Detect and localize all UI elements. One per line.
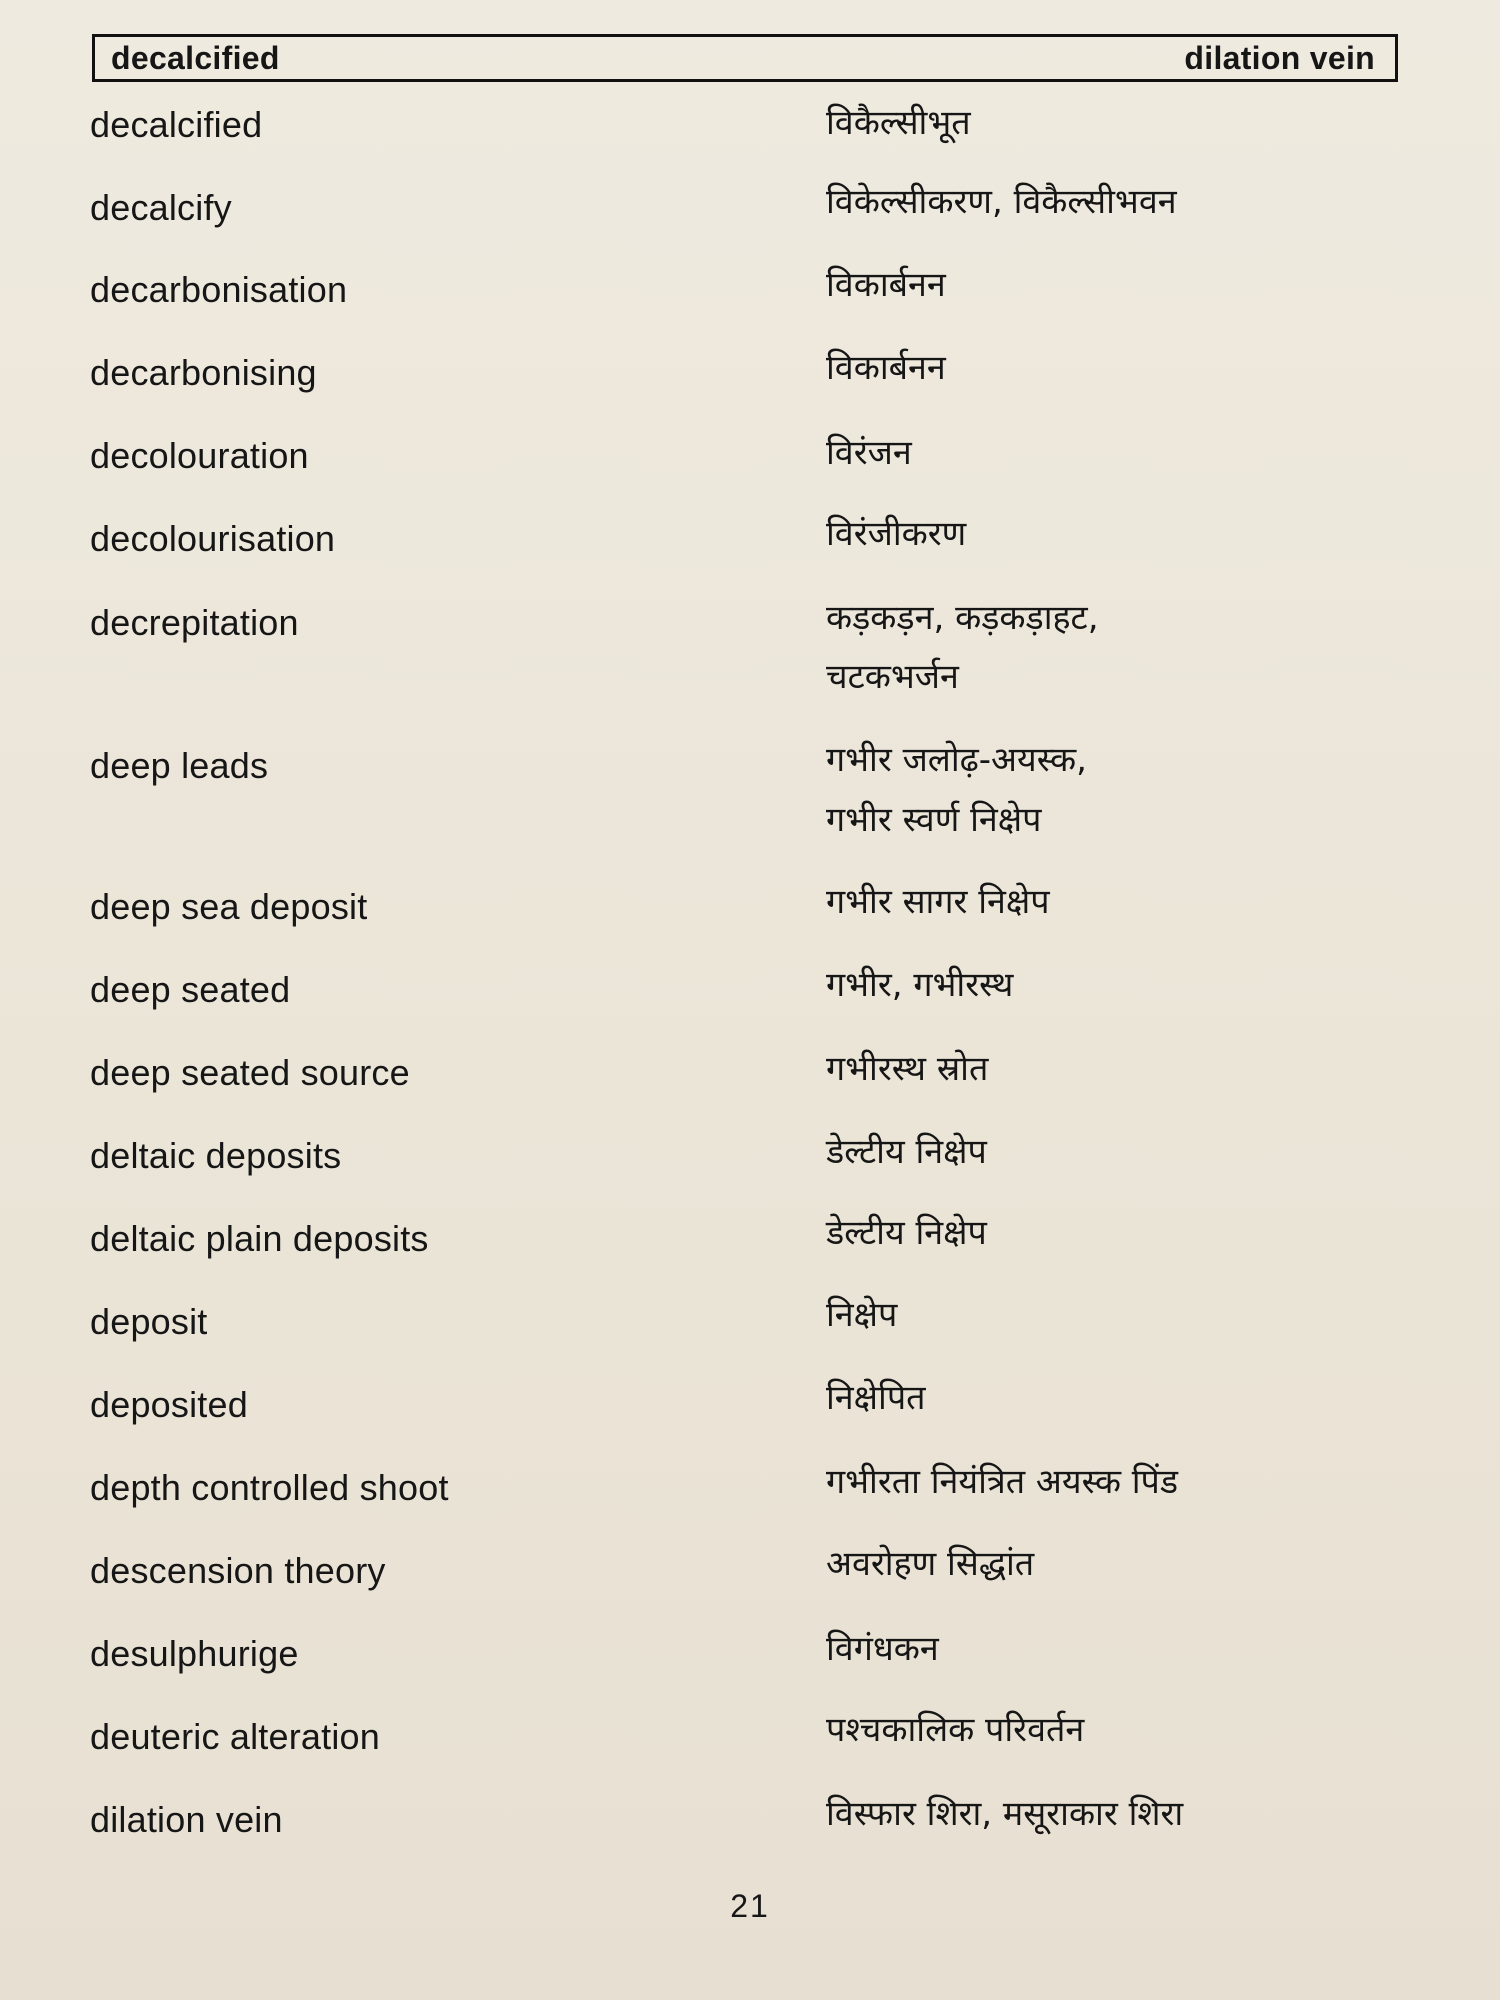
- english-term: decarbonising: [90, 352, 317, 393]
- hindi-translation: विकैल्सीभूत: [826, 103, 971, 143]
- hindi-translation: विगंधकन: [826, 1629, 939, 1669]
- english-term: decolourisation: [90, 518, 336, 559]
- hindi-translation: अवरोहण सिद्धांत: [826, 1544, 1035, 1584]
- running-header: [92, 34, 1398, 82]
- hindi-translation: डेल्टीय निक्षेप: [826, 1213, 987, 1253]
- english-term: deltaic plain deposits: [90, 1218, 429, 1259]
- hindi-translation: विरंजीकरण: [826, 514, 967, 554]
- english-term: decalcify: [90, 187, 232, 228]
- page-number: 21: [730, 1888, 770, 1924]
- hindi-translation: गभीर, गभीरस्थ: [826, 965, 1014, 1005]
- hindi-translation: गभीर जलोढ़-अयस्क,: [826, 740, 1087, 780]
- header-first-word: decalcified: [111, 40, 280, 76]
- hindi-translation: गभीर सागर निक्षेप: [826, 882, 1050, 922]
- hindi-translation: डेल्टीय निक्षेप: [826, 1132, 987, 1172]
- hindi-translation: निक्षेपित: [826, 1378, 926, 1418]
- hindi-translation: विकार्बनन: [826, 265, 946, 305]
- english-term: deltaic deposits: [90, 1135, 342, 1176]
- header-last-word: dilation vein: [1184, 40, 1375, 76]
- english-term: descension theory: [90, 1550, 386, 1591]
- english-term: deep sea deposit: [90, 886, 368, 927]
- english-term: decarbonisation: [90, 269, 348, 310]
- hindi-translation: गभीरस्थ स्रोत: [826, 1049, 989, 1089]
- english-term: dilation vein: [90, 1799, 283, 1840]
- english-term: deposit: [90, 1301, 208, 1342]
- english-term: decrepitation: [90, 602, 299, 643]
- hindi-translation-continued: चटकभर्जन: [826, 657, 959, 697]
- english-term: deuteric alteration: [90, 1716, 380, 1757]
- english-term: deposited: [90, 1384, 248, 1425]
- english-term: deep seated source: [90, 1052, 410, 1093]
- hindi-translation: निक्षेप: [826, 1295, 898, 1335]
- hindi-translation: विस्फार शिरा, मसूराकार शिरा: [826, 1794, 1184, 1834]
- english-term: depth controlled shoot: [90, 1467, 449, 1508]
- english-term: decolouration: [90, 435, 309, 476]
- english-term: deep leads: [90, 745, 269, 786]
- hindi-translation: गभीरता नियंत्रित अयस्क पिंड: [826, 1462, 1179, 1502]
- hindi-translation: कड़कड़न, कड़कड़ाहट,: [826, 598, 1099, 638]
- hindi-translation-continued: गभीर स्वर्ण निक्षेप: [826, 800, 1042, 840]
- english-term: decalcified: [90, 104, 263, 145]
- hindi-translation: विकार्बनन: [826, 348, 946, 388]
- hindi-translation: विकेल्सीकरण, विकैल्सीभवन: [826, 182, 1177, 222]
- hindi-translation: विरंजन: [826, 433, 912, 473]
- english-term: deep seated: [90, 969, 291, 1010]
- hindi-translation: पश्चकालिक परिवर्तन: [826, 1710, 1085, 1750]
- english-term: desulphurige: [90, 1633, 299, 1674]
